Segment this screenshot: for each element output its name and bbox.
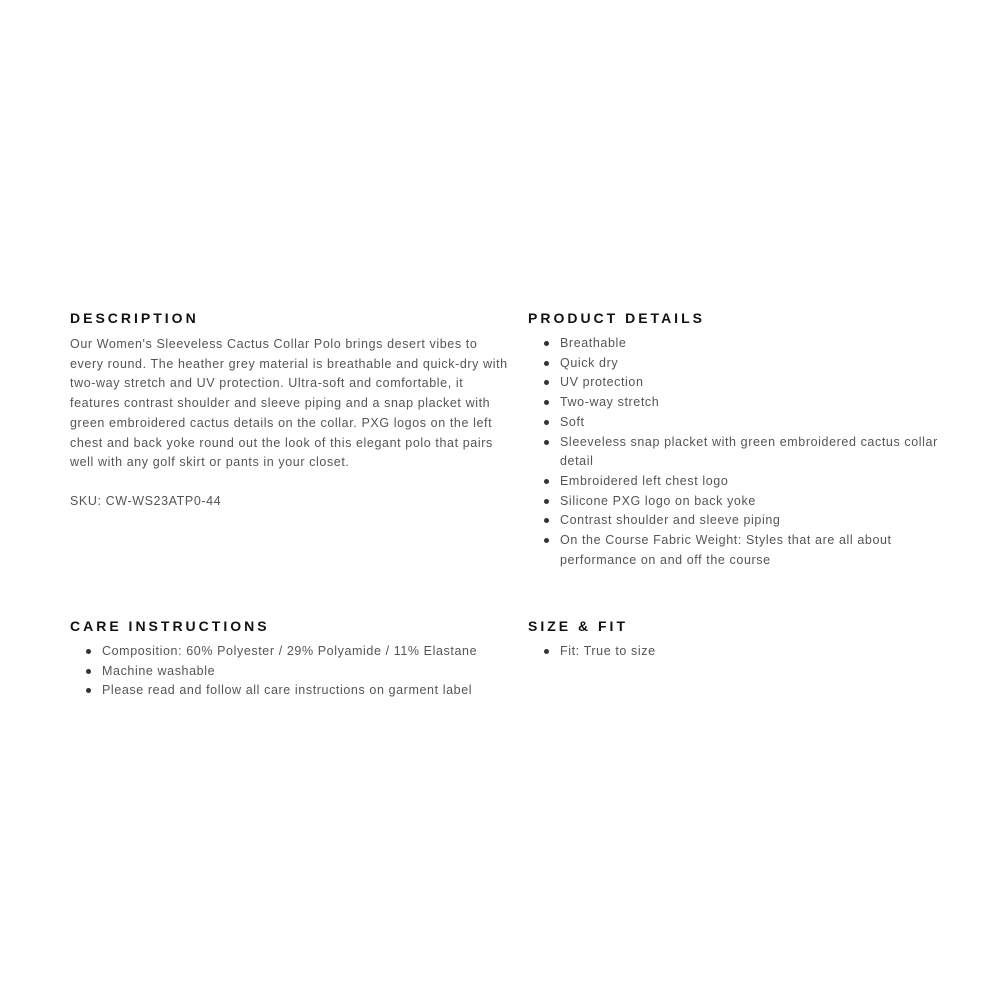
- list-item: Soft: [560, 413, 948, 433]
- list-item: Breathable: [560, 334, 948, 354]
- size-fit-heading: SIZE & FIT: [528, 618, 628, 634]
- description-heading: DESCRIPTION: [70, 310, 199, 326]
- list-item: Quick dry: [560, 354, 948, 374]
- list-item: Please read and follow all care instructions on garment label: [102, 681, 520, 701]
- list-item: Contrast shoulder and sleeve piping: [560, 511, 948, 531]
- product-details-heading: PRODUCT DETAILS: [528, 310, 705, 326]
- size-fit-list: [528, 642, 948, 662]
- size-fit-section: [528, 618, 948, 662]
- list-item: Machine washable: [102, 662, 520, 682]
- care-instructions-heading: CARE INSTRUCTIONS: [70, 618, 270, 634]
- list-item: Embroidered left chest logo: [560, 472, 948, 492]
- list-item: Composition: 60% Polyester / 29% Polyamide / 11% Elastane: [102, 642, 520, 662]
- list-item: Sleeveless snap placket with green embroidered cactus collar detail: [560, 433, 948, 472]
- list-item: Two-way stretch: [560, 393, 948, 413]
- product-details-section: [528, 310, 948, 570]
- list-item: Silicone PXG logo on back yoke: [560, 492, 948, 512]
- sku-text: SKU: CW-WS23ATP0-44: [70, 493, 222, 508]
- product-details-list: [528, 334, 948, 570]
- care-instructions-section: [70, 618, 520, 701]
- list-item: Fit: True to size: [560, 642, 948, 662]
- description-text: Our Women's Sleeveless Cactus Collar Polo brings desert vibes to every round. The heather grey material is breathable and quick-dry with two-way stretch and UV protection. Ultra-soft and comfortable, it features contrast shoulder and sleeve piping and a snap placket with green embroidered cactus details on the collar. PXG logos on the left chest and back yoke round out the look of this elegant polo that pairs well with any golf skirt or pants in your closet.: [70, 337, 508, 470]
- list-item: UV protection: [560, 373, 948, 393]
- care-instructions-list: [70, 642, 520, 701]
- description-section: [70, 310, 510, 512]
- list-item: On the Course Fabric Weight: Styles that are all about performance on and off the course: [560, 531, 948, 570]
